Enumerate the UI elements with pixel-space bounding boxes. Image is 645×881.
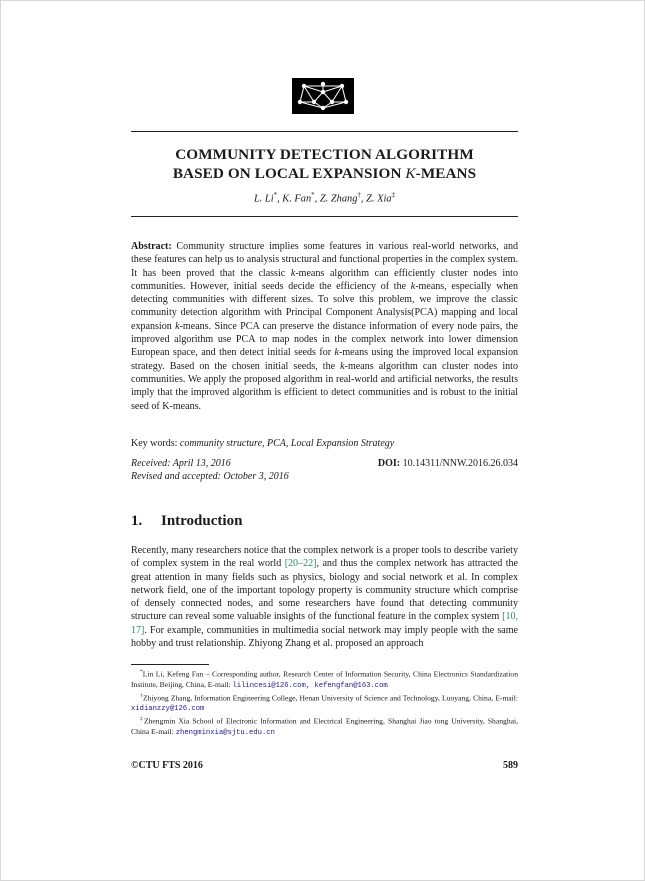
- abstract-k: k: [410, 280, 416, 292]
- footnote-mark: *: [140, 669, 143, 675]
- abstract: [131, 240, 518, 413]
- abstract-k: k: [290, 267, 296, 279]
- abstract-text: -means, especially when detecting communities with different sizes. To solve this problem, we improve the classic community detection algorithm with Principal Component Analysis(PCA) mapping and local expansion: [131, 280, 519, 332]
- doi: [353, 457, 518, 470]
- received-date: Received: April 13, 2016: [131, 458, 231, 469]
- intro-text: . For example, communities in multimedia social network may imply people with the same hobby and trust relationship. Zhiyong Zhang et al. proposed an approach: [131, 624, 518, 650]
- author-mark: ‡: [391, 191, 396, 199]
- paper-title: [131, 145, 518, 183]
- footnote-rule: [131, 664, 209, 665]
- abstract-k: k: [334, 347, 339, 359]
- intro-text: Recently, many researchers notice that the complex network is a proper tools to describe variety of complex system in the real world: [131, 545, 518, 570]
- abstract-text: Community structure implies some features in various real-world networks, and these features can help us to analysis structural and functional properties in the complex system. It has been proved that the classic: [131, 241, 518, 279]
- author-list: [131, 191, 518, 204]
- author-name: K. Fan: [282, 193, 312, 205]
- author-name: Z. Zhang: [319, 193, 358, 205]
- footnote-text: Zhiyong Zhang, Information Engineering College, Henan University of Science and Technology, Luoyang, China, E-mail:: [142, 693, 519, 703]
- footnote-mark: ‡: [140, 716, 144, 723]
- keywords: [131, 437, 518, 450]
- author-name: L. Li: [253, 193, 274, 205]
- keywords-value: community structure, PCA, Local Expansion Strategy: [179, 438, 395, 449]
- footnote: [131, 667, 518, 691]
- intro-text: , and thus the complex network has attracted the great attention in many fields such as physics, biology and social network et al. In complex network field, one of the important topology property is community structure which comprise of densely connected nodes, and some researchers have found that detecting community structure can reveal some valuable insights of the functional feature in the complex system: [131, 558, 518, 623]
- abstract-text: -means algorithm can cluster nodes into communities. We apply the proposed algorithm in real-world and artificial networks, the results imply that the improved algorithm is efficient to detect communities and is robust to the initial seed of K-means.: [131, 360, 518, 412]
- footnote-text: Zhengmin Xia School of Electronic Information and Electrical Engineering, Shanghai Jiao tong University, Shanghai, China E-mail:: [131, 716, 518, 737]
- title-line-1: COMMUNITY DETECTION ALGORITHM: [175, 146, 474, 163]
- title-k: K: [405, 165, 416, 182]
- title-line-2-suffix: -MEANS: [415, 165, 477, 182]
- footnote-email[interactable]: xidianzzy@126.com: [131, 705, 205, 714]
- author-separator: ,: [314, 193, 320, 205]
- doi-value: 10.14311/NNW.2016.26.034: [400, 458, 518, 469]
- author-mark: †: [357, 191, 361, 199]
- footnote: [131, 691, 518, 715]
- abstract-text: -means algorithm can efficiently cluster nodes into communities. However, initial seeds decide the efficiency of the: [131, 267, 518, 292]
- section-heading: [131, 513, 242, 530]
- title-rule-bottom: [131, 216, 518, 217]
- section-number: 1.: [131, 513, 143, 529]
- revised-date: Revised and accepted: October 3, 2016: [131, 471, 289, 482]
- footnotes: [131, 667, 518, 738]
- author-separator: ,: [360, 193, 367, 205]
- abstract-k: k: [175, 320, 180, 332]
- citation-link[interactable]: [20–22]: [284, 558, 317, 570]
- abstract-label: Abstract:: [131, 241, 172, 252]
- footnote-email[interactable]: lilincesi@126.com, kefengfan@163.com: [232, 681, 388, 690]
- abstract-text: -means. Since PCA can preserve the distance information of every node pairs, the improved algorithm use PCA to map nodes in the complex network into lower dimension European space, and then detect initial seeds for: [131, 320, 518, 359]
- author-mark: *: [311, 191, 315, 199]
- page-number: 589: [503, 760, 518, 771]
- section-title: Introduction: [161, 513, 243, 529]
- dates: [131, 457, 351, 483]
- author-name: Z. Xia: [366, 193, 392, 205]
- citation-link[interactable]: [10, 17]: [131, 611, 518, 636]
- journal-copyright: ©CTU FTS 2016: [131, 760, 203, 771]
- footnote: [131, 714, 518, 738]
- title-line-2-prefix: BASED ON LOCAL EXPANSION: [172, 165, 406, 182]
- footnote-text: Lin Li, Kefeng Fan – Corresponding author, Research Center of Information Security, China Electronics Standardization Institute, Beijing, China, E-mail:: [131, 669, 518, 689]
- abstract-k: k: [340, 360, 345, 372]
- author-separator: ,: [277, 193, 283, 205]
- introduction-text: [131, 544, 518, 650]
- footnote-mark: †: [140, 692, 143, 699]
- neural-network-icon: [292, 78, 354, 114]
- footnote-email[interactable]: zhengminxia@sjtu.edu.cn: [175, 729, 275, 738]
- keywords-label: Key words:: [131, 438, 180, 449]
- title-rule-top: [131, 131, 518, 132]
- author-mark: *: [273, 191, 278, 199]
- doi-label: DOI:: [377, 458, 401, 469]
- journal-logo: [292, 78, 354, 114]
- title-line-2: [131, 164, 518, 183]
- abstract-text: -means using the improved local expansion strategy. Based on the chosen initial seeds, the: [131, 347, 518, 372]
